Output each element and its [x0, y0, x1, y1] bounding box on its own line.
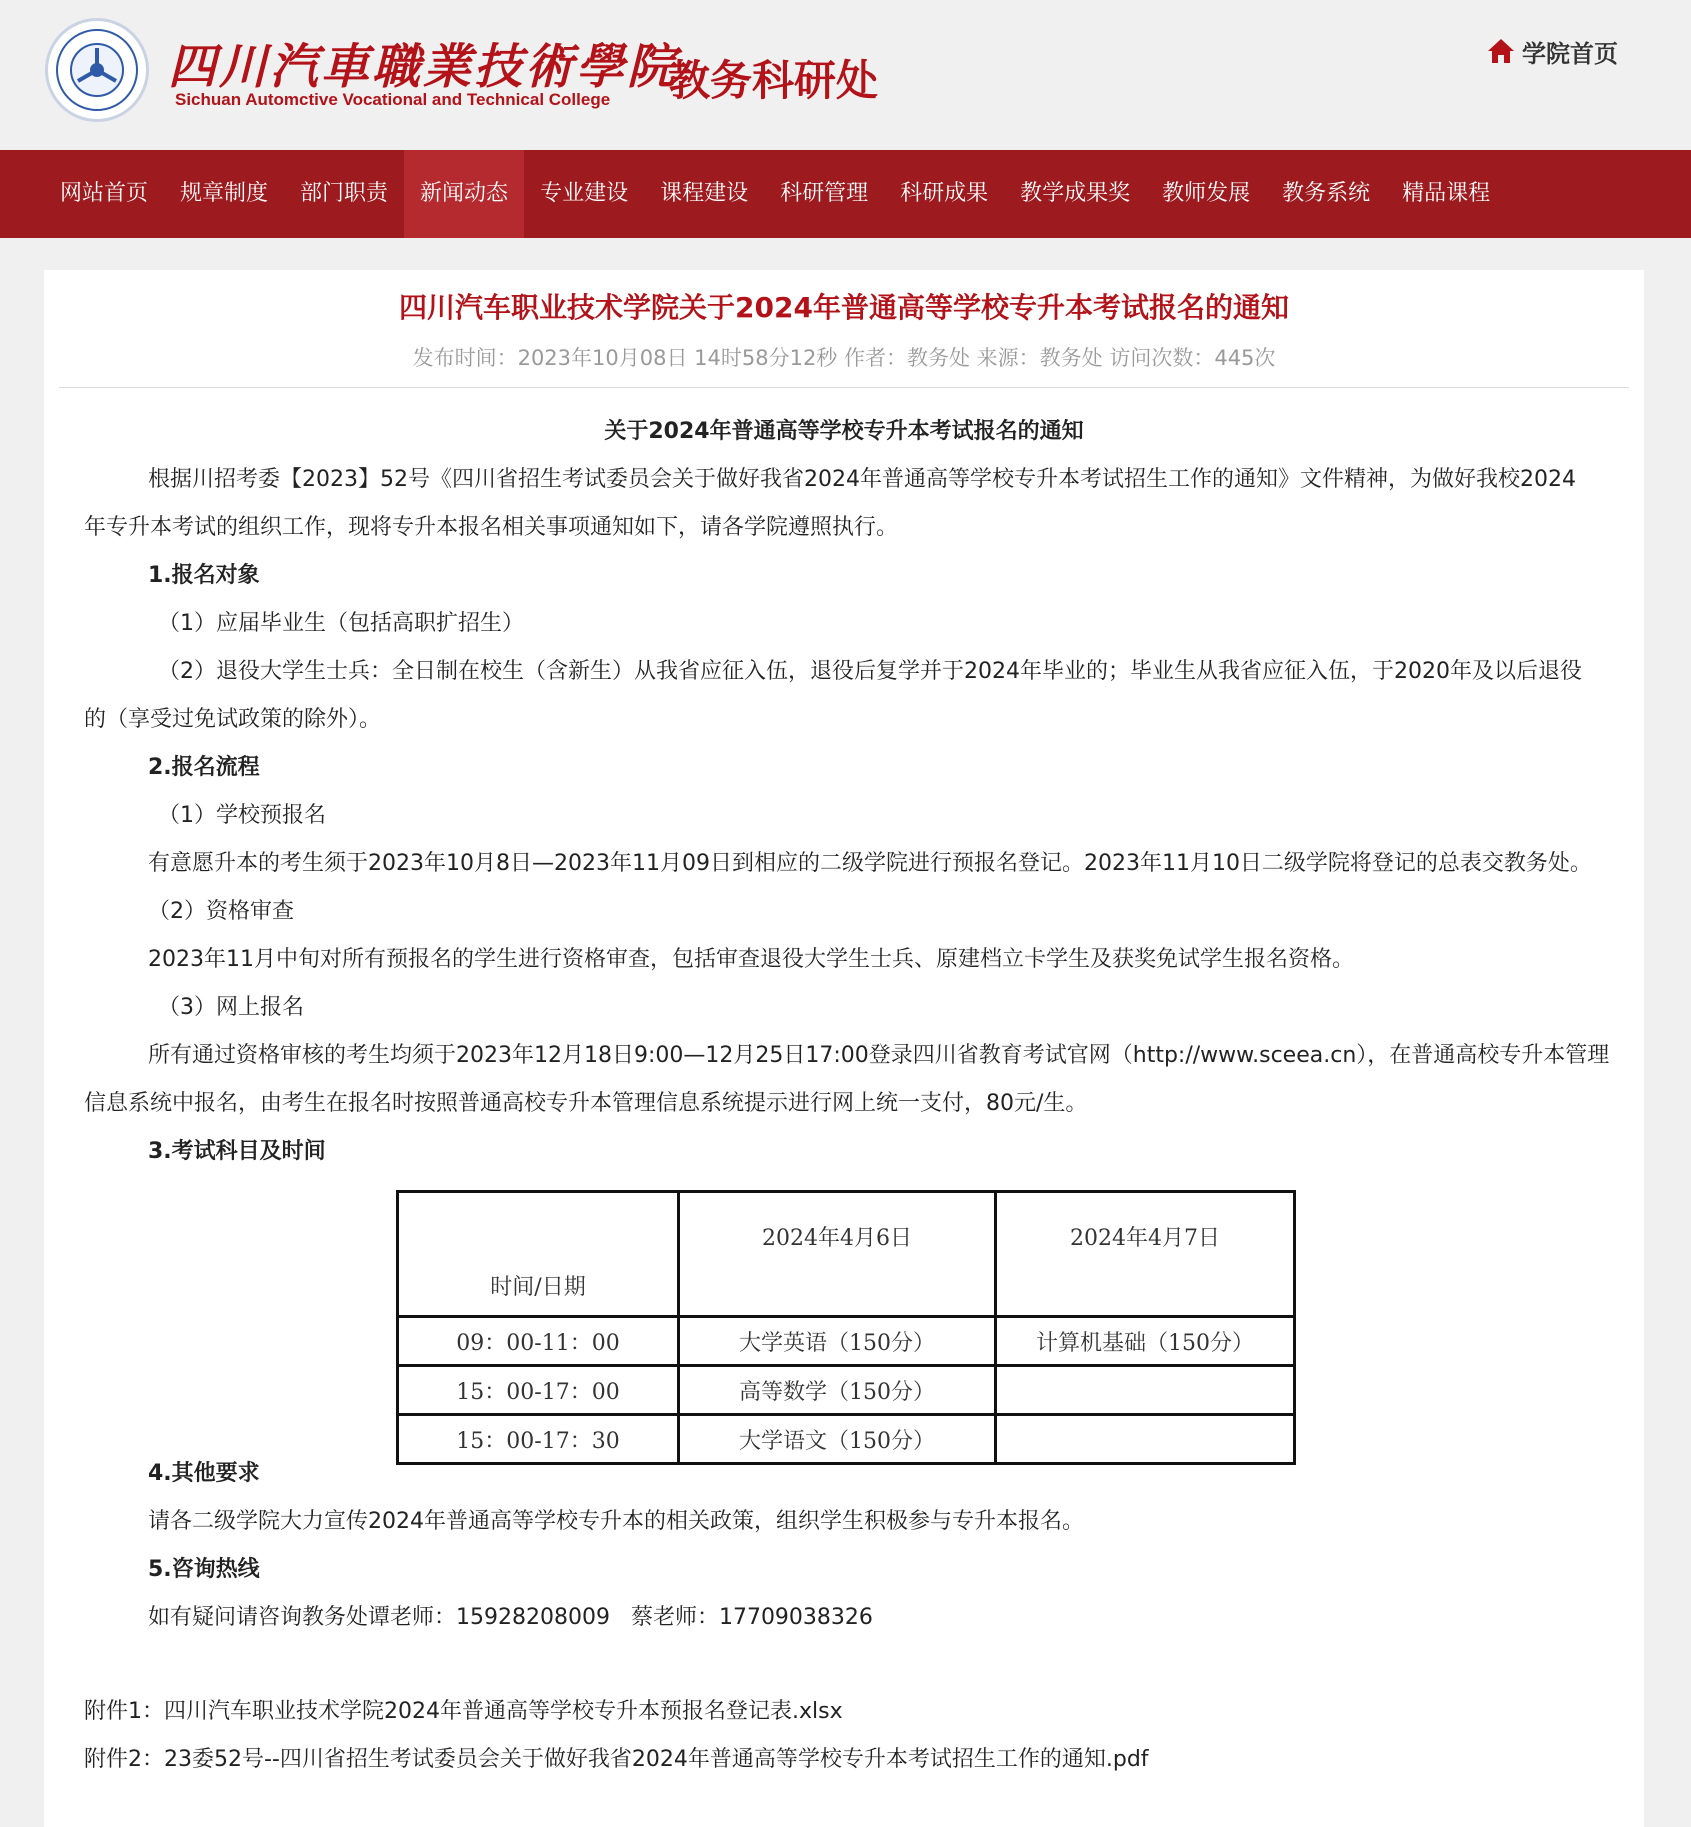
- attachment-item: [84, 1688, 1149, 1736]
- nav-item-major[interactable]: 专业建设: [540, 181, 629, 206]
- table-cell: 计算机基础（150分）: [996, 1317, 1295, 1366]
- section-5-title: 5.咨询热线: [148, 1557, 260, 1582]
- table-row: [398, 1317, 1295, 1366]
- section-2-item-1-text: 有意愿升本的考生须于2023年10月8日—2023年11月09日到相应的二级学院进行预报名登记。2023年11月10日二级学院将登记的总表交教务处。: [148, 851, 1592, 876]
- home-icon: [1486, 37, 1516, 65]
- header-cell-apr6: 2024年4月6日: [679, 1192, 996, 1317]
- nav-item-research-mgmt[interactable]: 科研管理: [780, 181, 869, 206]
- article-body-lower: [84, 1450, 1604, 1642]
- table-cell: 高等数学（150分）: [679, 1366, 996, 1415]
- table-row: [398, 1366, 1295, 1415]
- section-4-title: 4.其他要求: [148, 1461, 260, 1486]
- college-name-cn: 四川汽車職業技術學院: [168, 39, 679, 95]
- attachment-item: [84, 1736, 1149, 1784]
- nav-item-teacher-dev[interactable]: 教师发展: [1162, 181, 1251, 206]
- section-2-item-3-line-2: 信息系统中报名，由考生在报名时按照普通高校专升本管理信息系统提示进行网上统一支付，80元/生。: [84, 1091, 1088, 1116]
- department-title: 教务科研处: [668, 56, 879, 105]
- section-2-title: 2.报名流程: [148, 755, 260, 780]
- article-subtitle: 关于2024年普通高等学校专升本考试报名的通知: [604, 419, 1084, 444]
- steering-wheel-icon: [72, 45, 122, 95]
- table-cell: 15：00-17：00: [398, 1366, 679, 1415]
- nav-item-duties[interactable]: 部门职责: [300, 181, 389, 206]
- nav-item-home[interactable]: 网站首页: [60, 181, 149, 206]
- section-2-item-3-line-1: 所有通过资格审核的考生均须于2023年12月18日9:00—12月25日17:00登录四川省教育考试官网（http://www.sceea.cn），在普通高校专升本管理: [148, 1043, 1610, 1068]
- nav-item-course[interactable]: 课程建设: [660, 181, 749, 206]
- section-1-item-1: （1）应届毕业生（包括高职扩招生）: [158, 611, 524, 636]
- section-2-item-2-text: 2023年11月中旬对所有预报名的学生进行资格审查，包括审查退役大学生士兵、原建档立卡学生及获奖免试学生报名资格。: [148, 947, 1354, 972]
- nav-item-news[interactable]: 新闻动态: [404, 150, 524, 238]
- table-cell: [996, 1366, 1295, 1415]
- article-card: [44, 270, 1644, 1827]
- college-home-link[interactable]: [1486, 34, 1618, 68]
- nav-item-academic-system[interactable]: 教务系统: [1282, 181, 1371, 206]
- section-2-item-2: （2）资格审查: [148, 899, 294, 924]
- title-divider: [59, 387, 1629, 388]
- header-cell-time-date: 时间/日期: [398, 1192, 679, 1317]
- article-meta: 发布时间：2023年10月08日 14时58分12秒 作者：教务处 来源：教务处 访问次数：445次: [412, 346, 1276, 370]
- section-5-text: 如有疑问请咨询教务处谭老师：15928208009 蔡老师：17709038326: [148, 1605, 873, 1630]
- nav-item-research-results[interactable]: 科研成果: [900, 181, 989, 206]
- table-header-row: [398, 1192, 1295, 1317]
- main-nav: [0, 150, 1691, 238]
- article-body: [84, 408, 1610, 1176]
- site-header: [0, 0, 1691, 150]
- section-1-title: 1.报名对象: [148, 563, 260, 588]
- table-cell: 大学语文（150分）: [679, 1415, 996, 1464]
- attachment-link-xlsx[interactable]: 四川汽车职业技术学院2024年普通高等学校专升本预报名登记表.xlsx: [164, 1699, 843, 1724]
- intro-line-2: 年专升本考试的组织工作，现将专升本报名相关事项通知如下，请各学院遵照执行。: [84, 515, 899, 540]
- intro-line-1: 根据川招考委【2023】52号《四川省招生考试委员会关于做好我省2024年普通高等学校专升本考试招生工作的通知》文件精神，为做好我校2024: [148, 467, 1576, 492]
- section-2-item-3: （3）网上报名: [158, 995, 304, 1020]
- attachments: [84, 1688, 1149, 1784]
- table-cell: 15：00-17：30: [398, 1415, 679, 1464]
- section-1-item-2-line-1: （2）退役大学生士兵：全日制在校生（含新生）从我省应征入伍，退役后复学并于2024年毕业的；毕业生从我省应征入伍，于2020年及以后退役: [158, 659, 1582, 684]
- header-cell-apr7: 2024年4月7日: [996, 1192, 1295, 1317]
- article-title: 四川汽车职业技术学院关于2024年普通高等学校专升本考试报名的通知: [399, 291, 1289, 324]
- table-cell: 09：00-11：00: [398, 1317, 679, 1366]
- exam-schedule-table-wrap: [396, 1190, 1296, 1465]
- college-home-label: 学院首页: [1522, 39, 1618, 68]
- nav-item-regulations[interactable]: 规章制度: [180, 181, 269, 206]
- attachment-label: 附件1：: [84, 1699, 164, 1724]
- section-3-title: 3.考试科目及时间: [148, 1139, 326, 1164]
- attachment-label: 附件2：: [84, 1747, 164, 1772]
- section-4-text: 请各二级学院大力宣传2024年普通高等学校专升本的相关政策，组织学生积极参与专升本报名。: [148, 1509, 1084, 1534]
- section-1-item-2-line-2: 的（享受过免试政策的除外）。: [84, 707, 382, 732]
- section-2-item-1: （1）学校预报名: [158, 803, 326, 828]
- nav-item-teaching-award[interactable]: 教学成果奖: [1020, 181, 1131, 206]
- college-logo[interactable]: [45, 18, 149, 122]
- table-cell: 大学英语（150分）: [679, 1317, 996, 1366]
- nav-item-quality-course[interactable]: 精品课程: [1402, 181, 1491, 206]
- attachment-link-pdf[interactable]: 23委52号--四川省招生考试委员会关于做好我省2024年普通高等学校专升本考试招生工作的通知.pdf: [164, 1747, 1149, 1772]
- exam-schedule-table: [396, 1190, 1296, 1465]
- college-name-en: Sichuan Automctive Vocational and Technical College: [175, 90, 611, 109]
